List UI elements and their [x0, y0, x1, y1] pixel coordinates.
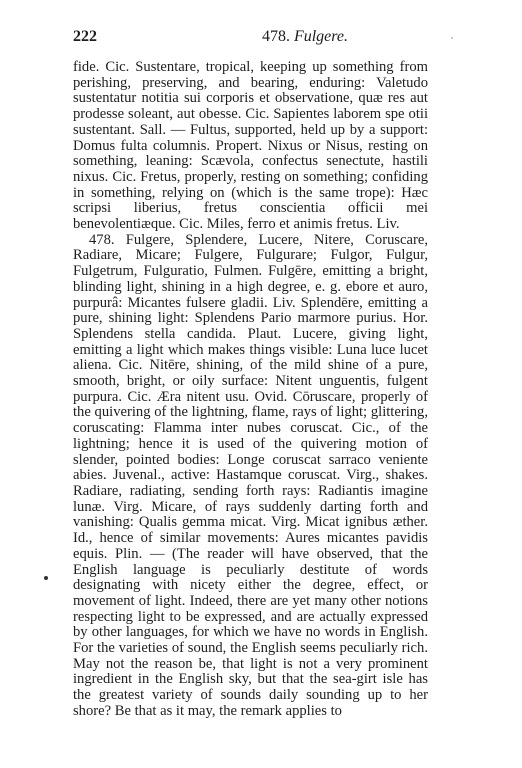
margin-mark: ˙ [450, 34, 454, 48]
ink-spot [44, 576, 48, 580]
paragraph-478: 478. Fulgere, Splendere, Lucere, Nitere, Coruscare, Radiare, Micare; Fulgere, Fulgurare; Fulgor, Fulgur, Fulgetrum, Fulguratio, Fulmen. Fulgēre, emitting a bright, blinding light, shining in a high degree, e. g. ebore et auro, purpurâ: Micantes fulsere gladii. Liv. Splendēre, emitting a pure, shining light: Splendens Pario marmore purius. Hor. Splendens stella candida. Plaut. Lucere, giving light, emitting a light which makes things visible: Luna luce lucet aliena. Cic. Nitēre, shining, of the mild shine of a pure, smooth, bright, or oily surface: Nitent unguentis, fulgent purpura. Cic. Æra nitent usu. Ovid. Cōruscare, properly of the quivering of the lightning, flame, rays of light; glittering, coruscating: Flamma inter nubes coruscat. Cic., of the lightning; hence it is used of the quivering motion of slender, pointed bodies: Longe coruscat sarraco veniente abies. Juvenal., active: Hastamque coruscat. Virg., shakes. Radiare, radiating, sending forth rays: Radiantis imagine lunæ. Virg. Micare, of rays suddenly darting forth and vanishing: Qualis gemma micat. Virg. Micat ignibus æther. Id., hence of similar movements: Aures micantes pavidis equis. Plin. — (The reader will have observed, that the English language is peculiarly destitute of words designating with nicety either the degree, effect, or movement of light. Indeed, there are yet many other notions respecting light to be expressed, and are actually expressed by other languages, for which we have no words in English. For the varieties of sound, the English seems peculiarly rich. May not the reason be, that light is not a very prominent ingredient in the English sky, but that the sea-girt isle has the greatest variety of sounds daily sounding up to her shore? Be that as it may, the remark applies to [73, 231, 428, 719]
page-number: 222 [73, 28, 97, 45]
body-text [73, 60, 428, 720]
running-title [262, 28, 348, 46]
section-title: Fulgere. [293, 28, 348, 45]
paragraph-continuation: fide. Cic. Sustentare, tropical, keeping up something from perishing, preserving, and bearing, enduring: Valetudo sustentatur notitia sui corporis et observatione, quæ res aut prodesse soleant, aut obesse. Cic. Sapientes laborem spe otii sustentant. Sall. — Fultus, supported, held up by a support: Domus fulta columnis. Propert. Nixus or Nisus, resting on something, leaning: Scævola, confectus senectute, hastili nixus. Cic. Fretus, properly, resting on something; confiding in something, relying on (which is the same trope): Hæc scripsi liberius, fretus conscientia officii mei benevolentiæque. Cic. Miles, ferro et animis fretus. Liv. [73, 59, 428, 233]
section-number: 478. [261, 28, 290, 45]
running-head [73, 28, 428, 46]
